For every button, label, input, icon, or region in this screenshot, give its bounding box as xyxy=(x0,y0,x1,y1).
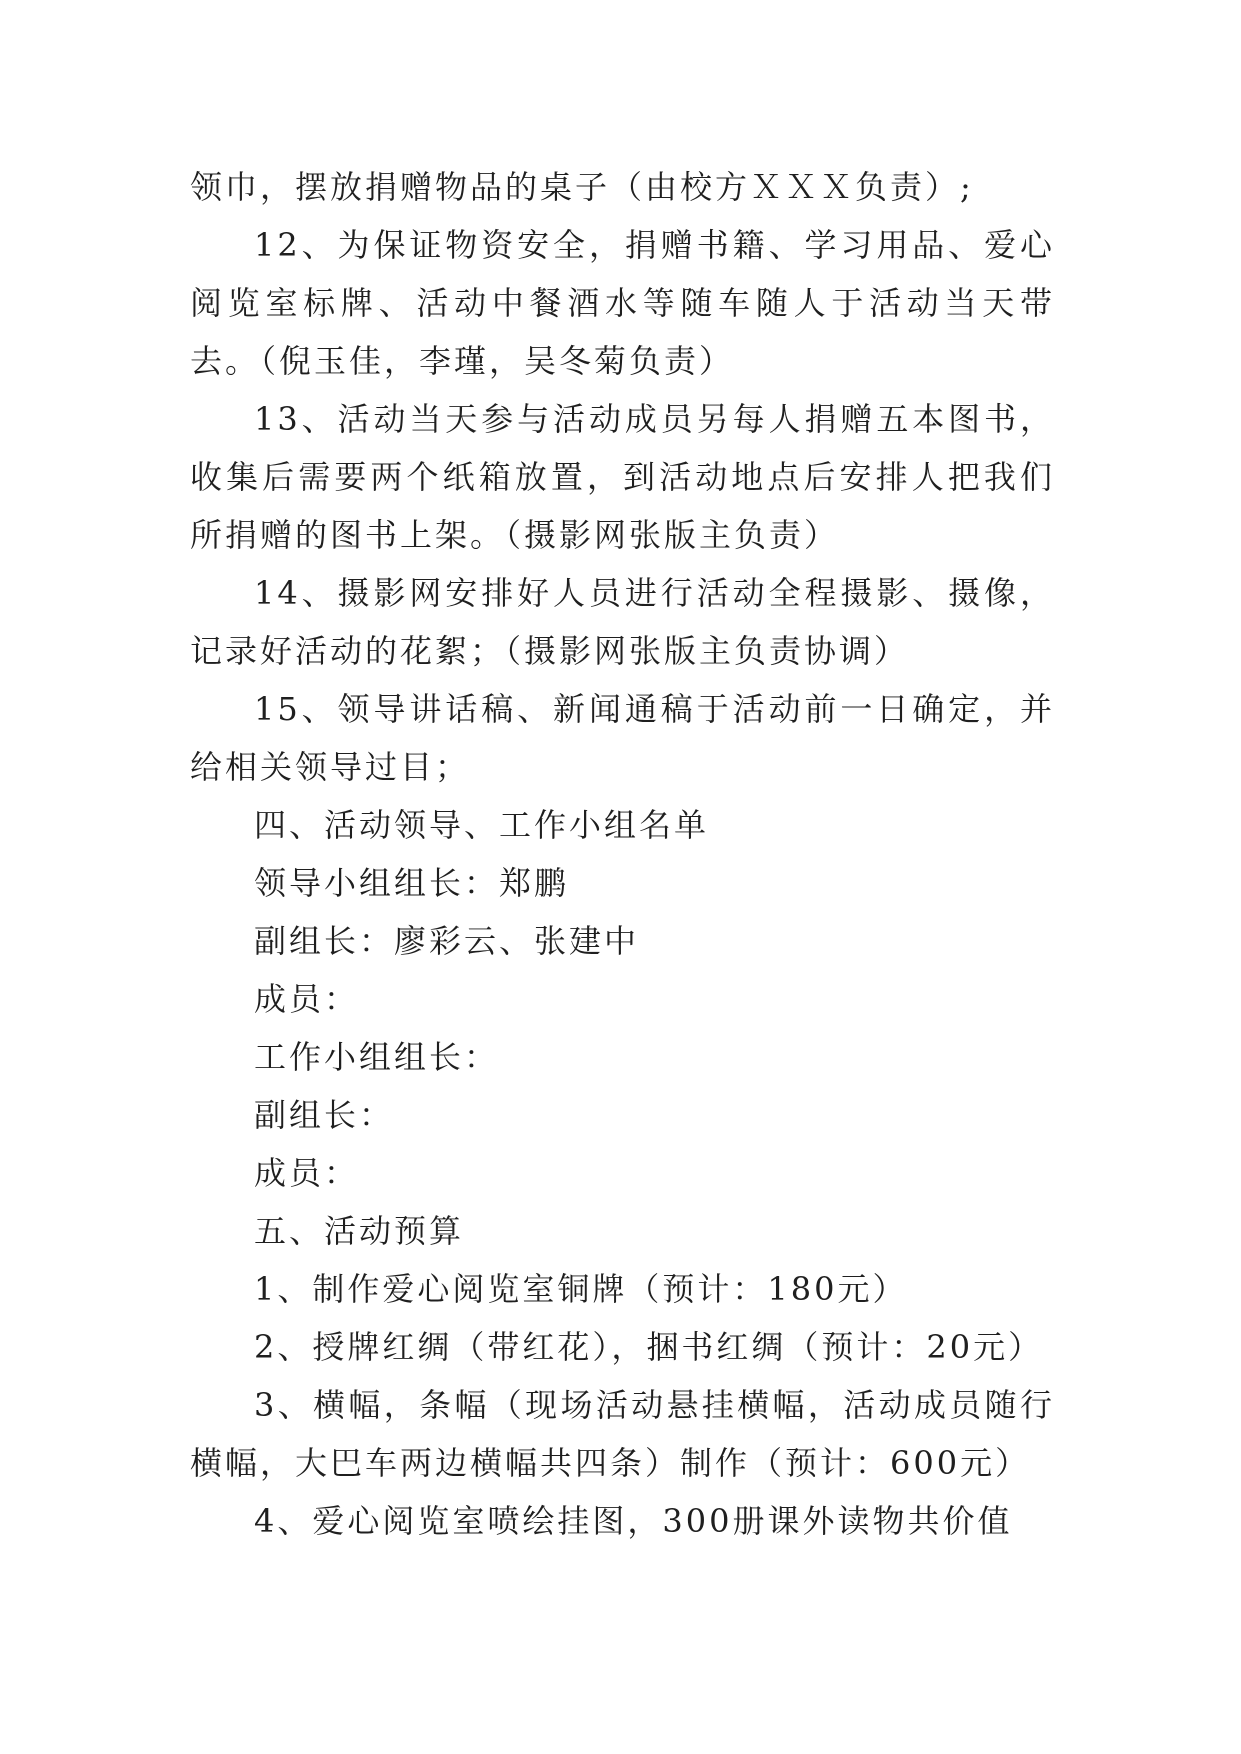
paragraph-1: 领巾，摆放捐赠物品的桌子（由校方ＸＸＸ负责）; xyxy=(190,168,974,206)
paragraph-2: 12、为保证物资安全，捐赠书籍、学习用品、爱心阅览室标牌、活动中餐酒水等随车随人于活动当天带去。（倪玉佳，李瑾，吴冬菊负责） xyxy=(190,226,1055,380)
leader-group-head: 领导小组组长：郑鹏 xyxy=(254,864,570,902)
paragraph-5: 15、领导讲话稿、新闻通稿于活动前一日确定，并给相关领导过目； xyxy=(190,690,1055,786)
leader-group-members: 成员： xyxy=(254,980,360,1018)
budget-item-1: 1、制作爱心阅览室铜牌（预计：180元） xyxy=(254,1270,908,1308)
budget-item-4: 4、爱心阅览室喷绘挂图，300册课外读物共价值 xyxy=(254,1502,1013,1540)
document-body xyxy=(190,158,1055,1550)
budget-item-3: 3、横幅，条幅（现场活动悬挂横幅，活动成员随行横幅，大巴车两边横幅共四条）制作（预计：600元） xyxy=(190,1386,1055,1482)
budget-item-2: 2、授牌红绸（带红花），捆书红绸（预计：20元） xyxy=(254,1328,1044,1366)
paragraph-4: 14、摄影网安排好人员进行活动全程摄影、摄像，记录好活动的花絮；（摄影网张版主负责协调） xyxy=(190,574,1055,670)
work-group-deputy: 副组长： xyxy=(254,1096,395,1134)
paragraph-3: 13、活动当天参与活动成员另每人捐赠五本图书，收集后需要两个纸箱放置，到活动地点后安排人把我们所捐赠的图书上架。（摄影网张版主负责） xyxy=(190,400,1055,554)
work-group-head: 工作小组组长： xyxy=(254,1038,500,1076)
section-heading-5: 五、活动预算 xyxy=(254,1212,465,1250)
work-group-members: 成员： xyxy=(254,1154,360,1192)
leader-group-deputy: 副组长：廖彩云、张建中 xyxy=(254,922,640,960)
section-heading-4: 四、活动领导、工作小组名单 xyxy=(254,806,710,844)
